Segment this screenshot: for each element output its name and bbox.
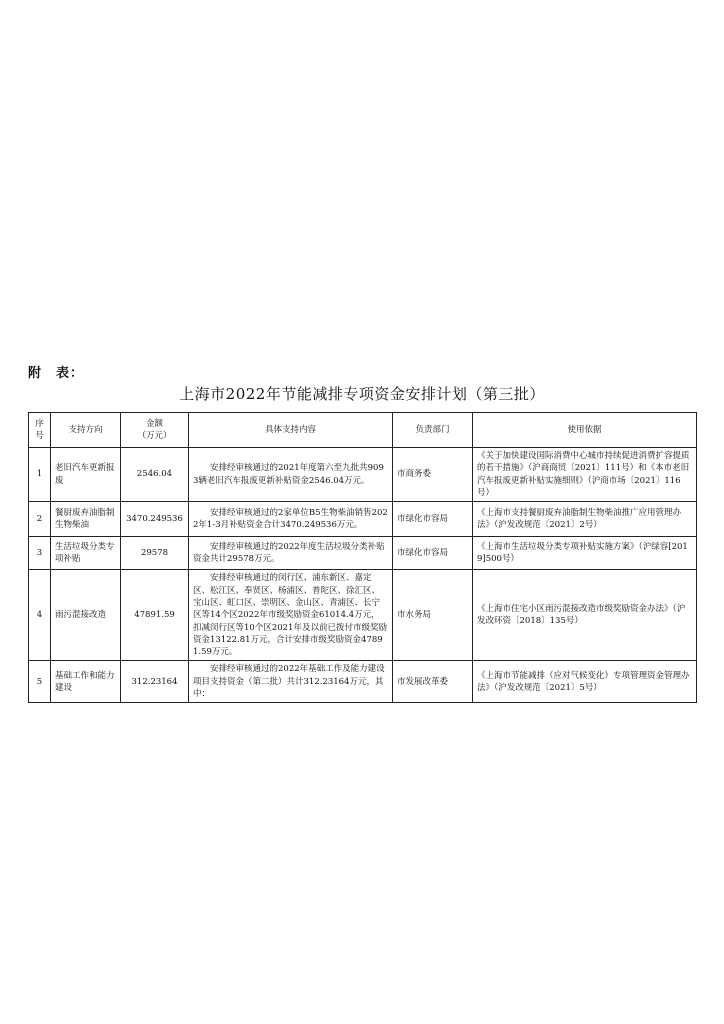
row-content: 安排经审核通过的2022年度生活垃圾分类补贴资金共计29578万元。 <box>189 537 393 570</box>
row-amount: 29578 <box>121 537 189 570</box>
row-content: 安排经审核通过的2022年基础工作及能力建设项目支持资金（第二批）共计312.23164万元，其中： <box>189 661 393 703</box>
row-content: 安排经审核通过的2021年度第六至九批共9093辆老旧汽车报废更新补贴资金2546.04万元。 <box>189 448 393 502</box>
row-basis: 《上海市节能减排（应对气候变化）专项管理资金管理办法》（沪发改规范〔2021〕5号） <box>473 661 697 703</box>
row-content: 安排经审核通过的闵行区、浦东新区、嘉定区、松江区、奉贤区、杨浦区、普陀区、徐汇区、宝山区、虹口区、崇明区、金山区、青浦区、长宁区等14个区2022年市级奖励资金61014.4万元，扣减闵行区等10个区2021年及以前已拨付市级奖励资金13122.81万元，合计安排市级奖励资金47891.59万元。 <box>189 570 393 661</box>
row-index: 2 <box>29 502 51 537</box>
row-content: 安排经审核通过的2家单位B5生物柴油销售2022年1-3月补贴资金合计3470.249536万元。 <box>189 502 393 537</box>
row-direction: 生活垃圾分类专项补贴 <box>51 537 121 570</box>
header-basis: 使用依据 <box>473 413 697 448</box>
row-dept: 市绿化市容局 <box>393 537 473 570</box>
row-index: 1 <box>29 448 51 502</box>
row-amount: 47891.59 <box>121 570 189 661</box>
row-direction: 雨污混接改造 <box>51 570 121 661</box>
table-row <box>29 570 697 661</box>
row-index: 4 <box>29 570 51 661</box>
row-dept: 市发展改革委 <box>393 661 473 703</box>
row-amount: 2546.04 <box>121 448 189 502</box>
row-dept: 市水务局 <box>393 570 473 661</box>
row-direction: 老旧汽车更新报废 <box>51 448 121 502</box>
row-amount: 312.23164 <box>121 661 189 703</box>
row-index: 5 <box>29 661 51 703</box>
row-dept: 市商务委 <box>393 448 473 502</box>
row-basis: 《上海市住宅小区雨污混接改造市级奖励资金办法》（沪发改环资〔2018〕135号） <box>473 570 697 661</box>
row-dept: 市绿化市容局 <box>393 502 473 537</box>
table-row <box>29 448 697 502</box>
header-direction: 支持方向 <box>51 413 121 448</box>
table-header-row <box>29 413 697 448</box>
row-basis: 《关于加快建设国际消费中心城市持续促进消费扩容提质的若干措施》（沪商商贸〔2021〕111号）和《本市老旧汽车报废更新补贴实施细则》（沪商市场〔2021〕116号） <box>473 448 697 502</box>
header-index: 序号 <box>29 413 51 448</box>
page-title: 上海市2022年节能减排专项资金安排计划（第三批） <box>179 385 545 403</box>
row-basis: 《上海市支持餐厨废弃油脂制生物柴油推广应用管理办法》（沪发改规范〔2021〕2号） <box>473 502 697 537</box>
table-row <box>29 661 697 703</box>
row-direction: 餐厨废弃油脂制生物柴油 <box>51 502 121 537</box>
header-dept: 负责部门 <box>393 413 473 448</box>
table-row <box>29 537 697 570</box>
funding-plan-table <box>28 412 697 703</box>
header-amount: 金额 （万元） <box>121 413 189 448</box>
row-basis: 《上海市生活垃圾分类专项补贴实施方案》（沪绿容[2019]500号） <box>473 537 697 570</box>
table-row <box>29 502 697 537</box>
row-direction: 基础工作和能力建设 <box>51 661 121 703</box>
row-index: 3 <box>29 537 51 570</box>
row-amount: 3470.249536 <box>121 502 189 537</box>
header-content: 具体支持内容 <box>189 413 393 448</box>
annex-label: 附 表： <box>28 366 85 381</box>
